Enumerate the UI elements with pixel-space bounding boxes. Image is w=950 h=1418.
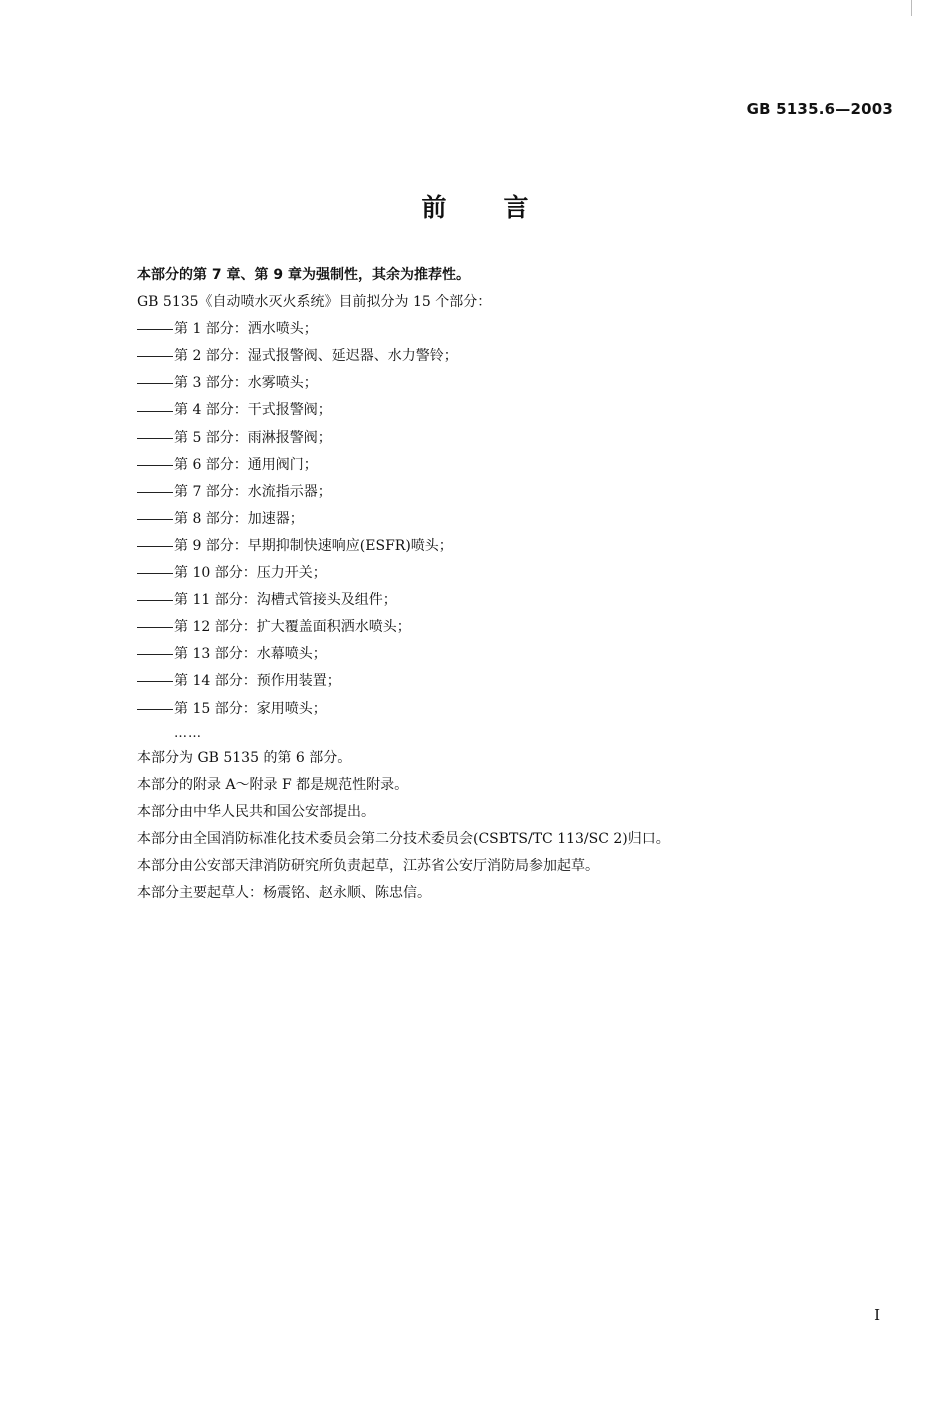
list-item — [137, 587, 837, 614]
dash-mark — [137, 519, 173, 520]
scan-corner-mark — [911, 0, 912, 16]
part-label: 第 12 部分：扩大覆盖面积洒水喷头； — [174, 619, 411, 636]
series-note: GB 5135《自动喷水灭火系统》目前拟分为 15 个部分： — [137, 294, 492, 311]
page-title: 前言 — [421, 193, 586, 222]
part-label: 第 3 部分：水雾喷头； — [174, 375, 318, 392]
dash-mark — [137, 600, 173, 601]
part-label: 第 8 部分：加速器； — [174, 510, 304, 527]
list-item — [137, 343, 837, 370]
dash-mark — [137, 654, 173, 655]
dash-mark — [137, 627, 173, 628]
parts-list — [137, 316, 837, 722]
foreword-body — [137, 262, 837, 907]
closing-line: 本部分的附录 A～附录 F 都是规范性附录。 — [137, 776, 409, 793]
dash-mark — [137, 709, 173, 710]
list-item — [137, 506, 837, 533]
dash-mark — [137, 546, 173, 547]
part-label: 第 1 部分：洒水喷头； — [174, 321, 318, 338]
dash-mark — [137, 356, 173, 357]
list-item — [137, 614, 837, 641]
list-item — [137, 533, 837, 560]
part-label: 第 14 部分：预作用装置； — [174, 673, 341, 690]
dash-mark — [137, 329, 173, 330]
dash-mark — [137, 492, 173, 493]
part-label: 第 2 部分：湿式报警阀、延迟器、水力警铃； — [174, 348, 458, 365]
list-item — [137, 316, 837, 343]
list-item — [137, 452, 837, 479]
dash-mark — [137, 438, 173, 439]
part-label: 第 6 部分：通用阀门； — [174, 456, 318, 473]
part-label: 第 5 部分：雨淋报警阀； — [174, 429, 332, 446]
closing-line: 本部分由公安部天津消防研究所负责起草，江苏省公安厅消防局参加起草。 — [137, 857, 599, 874]
list-item — [137, 370, 837, 397]
part-label: 第 7 部分：水流指示器； — [174, 483, 332, 500]
standard-number: GB 5135.6—2003 — [746, 100, 893, 118]
closing-line: 本部分由中华人民共和国公安部提出。 — [137, 803, 375, 820]
part-label: 第 11 部分：沟槽式管接头及组件； — [174, 592, 397, 609]
part-label: 第 4 部分：干式报警阀； — [174, 402, 332, 419]
list-item — [137, 479, 837, 506]
dash-mark — [137, 411, 173, 412]
list-item — [137, 397, 837, 424]
list-item — [137, 560, 837, 587]
mandatory-note: 本部分的第 7 章、第 9 章为强制性，其余为推荐性。 — [137, 267, 470, 283]
list-item — [137, 696, 837, 723]
list-item — [137, 641, 837, 668]
list-item — [137, 668, 837, 695]
part-label: 第 15 部分：家用喷头； — [174, 700, 327, 717]
part-label: 第 13 部分：水幕喷头； — [174, 646, 327, 663]
part-label: 第 9 部分：早期抑制快速响应(ESFR)喷头； — [174, 537, 453, 554]
list-item — [137, 425, 837, 452]
closing-line: 本部分主要起草人：杨震铭、赵永顺、陈忠信。 — [137, 885, 431, 902]
closing-line: 本部分由全国消防标准化技术委员会第二分技术委员会(CSBTS/TC 113/SC 2)归口。 — [137, 830, 670, 847]
dash-mark — [137, 573, 173, 574]
part-label: 第 10 部分：压力开关； — [174, 565, 327, 582]
page-number: I — [874, 1306, 880, 1324]
closing-line: 本部分为 GB 5135 的第 6 部分。 — [137, 749, 352, 766]
list-ellipsis: …… — [174, 725, 202, 741]
dash-mark — [137, 383, 173, 384]
dash-mark — [137, 465, 173, 466]
dash-mark — [137, 681, 173, 682]
